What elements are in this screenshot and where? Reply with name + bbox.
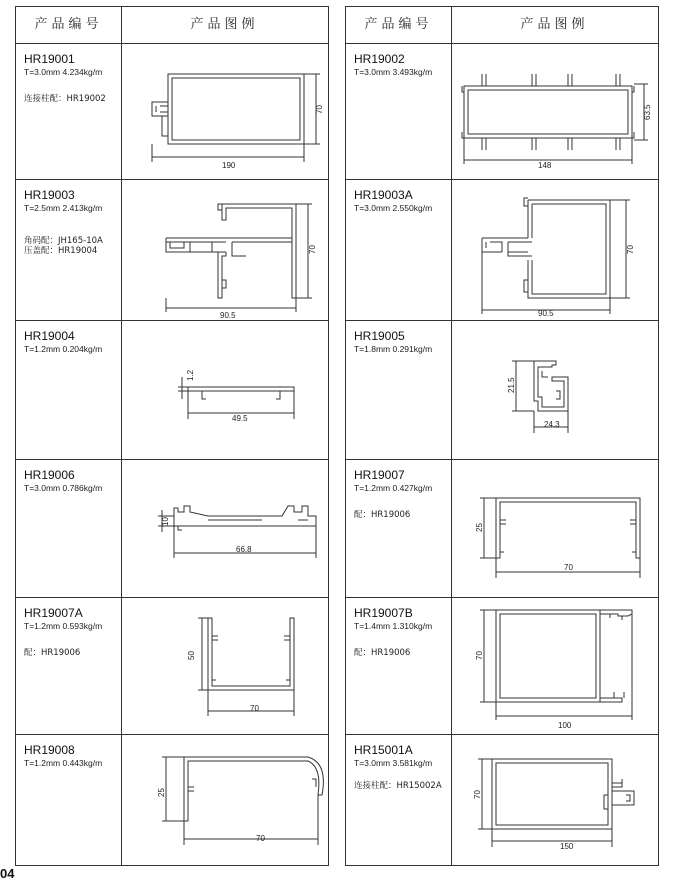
dim-height-label: 63.5 bbox=[643, 104, 652, 120]
page-number: 04 bbox=[0, 866, 15, 881]
product-code: HR19001 bbox=[24, 52, 75, 66]
product-note: 配：HR19006 bbox=[354, 510, 411, 520]
profile-drawing-hr19005 bbox=[452, 321, 658, 459]
dim-width-label: 70 bbox=[256, 834, 265, 843]
product-spec: T=1.2mm 0.204kg/m bbox=[24, 344, 103, 354]
product-code: HR19004 bbox=[24, 329, 75, 343]
profile-drawing-hr19007 bbox=[452, 460, 658, 597]
product-note: 压盖配：HR19004 bbox=[24, 246, 98, 256]
dim-height-label: 70 bbox=[475, 651, 484, 660]
dim-height-label: 70 bbox=[626, 245, 635, 254]
product-row-hr19004 bbox=[16, 321, 328, 459]
product-note: 连接柱配：HR15002A bbox=[354, 781, 442, 791]
product-spec: T=1.2mm 0.593kg/m bbox=[24, 621, 103, 631]
product-spec: T=1.2mm 0.427kg/m bbox=[354, 483, 433, 493]
product-code: HR19008 bbox=[24, 743, 75, 757]
product-spec: T=3.0mm 2.550kg/m bbox=[354, 203, 433, 213]
catalog-table-right bbox=[345, 6, 659, 866]
dim-width-label: 70 bbox=[250, 704, 259, 713]
profile-drawing-hr19003 bbox=[122, 180, 328, 320]
dim-width-label: 90.5 bbox=[538, 309, 554, 318]
profile-drawing-hr19001 bbox=[122, 44, 328, 179]
product-row-hr19002 bbox=[346, 44, 658, 179]
product-spec: T=3.0mm 0.786kg/m bbox=[24, 483, 103, 493]
profile-drawing-hr19004 bbox=[122, 321, 328, 459]
profile-drawing-hr15001a bbox=[452, 735, 658, 867]
profile-drawing-hr19006 bbox=[122, 460, 328, 597]
catalog-table-left bbox=[15, 6, 329, 866]
product-spec: T=1.4mm 1.310kg/m bbox=[354, 621, 433, 631]
dim-height-label: 70 bbox=[473, 790, 482, 799]
product-spec: T=1.2mm 0.443kg/m bbox=[24, 758, 103, 768]
profile-drawing-hr19002 bbox=[452, 44, 658, 179]
product-row-hr19003 bbox=[16, 180, 328, 320]
product-code: HR19007A bbox=[24, 606, 83, 620]
dim-height-label: 25 bbox=[475, 523, 484, 532]
product-spec: T=3.0mm 3.581kg/m bbox=[354, 758, 433, 768]
dim-width-label: 150 bbox=[560, 842, 574, 851]
dim-width-label: 90.5 bbox=[220, 311, 236, 320]
product-row-hr15001a bbox=[346, 735, 658, 867]
dim-width-label: 70 bbox=[564, 563, 573, 572]
product-row-hr19003a bbox=[346, 180, 658, 320]
product-code: HR19003A bbox=[354, 188, 413, 202]
product-spec: T=3.0mm 3.493kg/m bbox=[354, 67, 433, 77]
profile-drawing-hr19003a bbox=[452, 180, 658, 320]
product-row-hr19007b bbox=[346, 598, 658, 734]
profile-drawing-hr19007a bbox=[122, 598, 328, 734]
dim-height-label: 1.2 bbox=[186, 369, 195, 381]
product-note: 连接柱配：HR19002 bbox=[24, 94, 106, 104]
product-code: HR19005 bbox=[354, 329, 405, 343]
header-product-figure: 产品图例 bbox=[520, 17, 589, 32]
dim-height-label: 21.5 bbox=[507, 377, 516, 393]
product-row-hr19001 bbox=[16, 44, 328, 179]
dim-width-label: 49.5 bbox=[232, 414, 248, 423]
dim-height-label: 25 bbox=[157, 788, 166, 797]
product-note: 配：HR19006 bbox=[24, 648, 81, 658]
dim-width-label: 24.3 bbox=[544, 420, 560, 429]
profile-drawing-hr19008 bbox=[122, 735, 328, 867]
product-code: HR19006 bbox=[24, 468, 75, 482]
header-product-figure: 产品图例 bbox=[190, 17, 259, 32]
product-code: HR15001A bbox=[354, 743, 413, 757]
product-row-hr19008 bbox=[16, 735, 328, 867]
product-note: 配：HR19006 bbox=[354, 648, 411, 658]
header-product-code: 产品编号 bbox=[346, 7, 452, 43]
product-code: HR19003 bbox=[24, 188, 75, 202]
header-product-code: 产品编号 bbox=[16, 7, 122, 43]
product-row-hr19007a bbox=[16, 598, 328, 734]
product-row-hr19007 bbox=[346, 460, 658, 597]
product-spec: T=3.0mm 4.234kg/m bbox=[24, 67, 103, 77]
dim-height-label: 70 bbox=[315, 105, 324, 114]
product-code: HR19002 bbox=[354, 52, 405, 66]
product-code: HR19007B bbox=[354, 606, 413, 620]
product-note: 角码配：JH165-10A bbox=[24, 236, 103, 246]
dim-height-label: 70 bbox=[308, 245, 317, 254]
dim-width-label: 66.8 bbox=[236, 545, 252, 554]
dim-width-label: 190 bbox=[222, 161, 236, 170]
product-row-hr19006 bbox=[16, 460, 328, 597]
dim-height-label: 50 bbox=[187, 651, 196, 660]
dim-width-label: 148 bbox=[538, 161, 552, 170]
product-spec: T=2.5mm 2.413kg/m bbox=[24, 203, 103, 213]
profile-drawing-hr19007b bbox=[452, 598, 658, 734]
product-spec: T=1.8mm 0.291kg/m bbox=[354, 344, 433, 354]
product-row-hr19005 bbox=[346, 321, 658, 459]
product-code: HR19007 bbox=[354, 468, 405, 482]
dim-width-label: 100 bbox=[558, 721, 572, 730]
dim-height-label: 10 bbox=[161, 517, 170, 526]
